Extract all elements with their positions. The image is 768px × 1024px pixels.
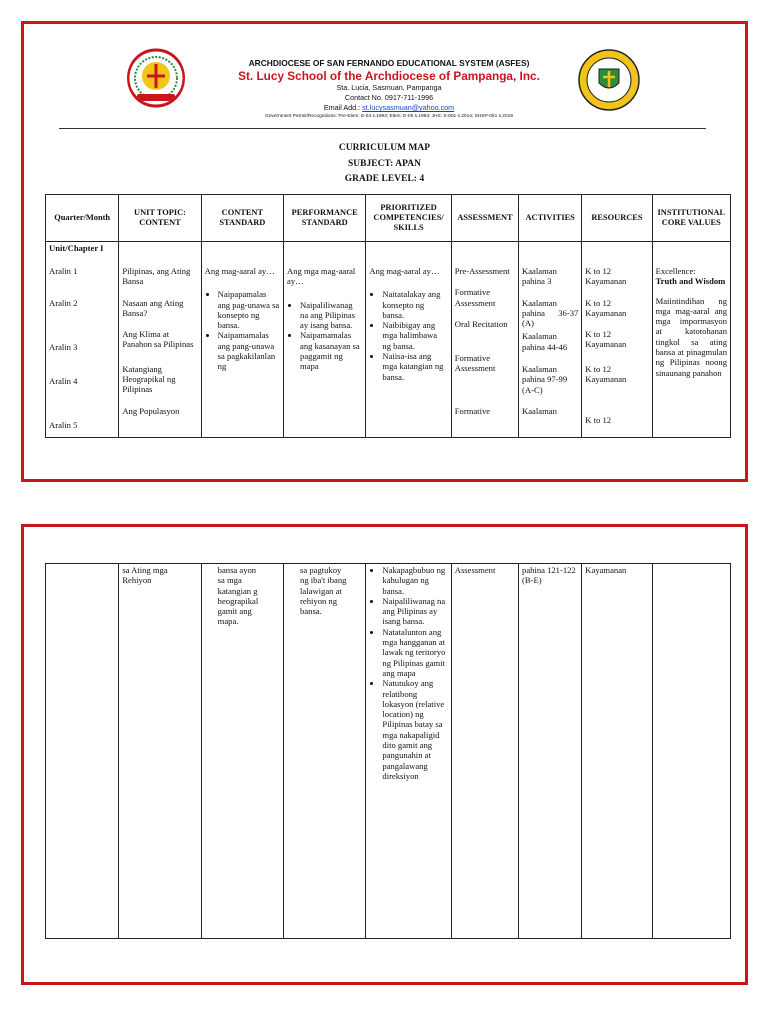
comp-list [369, 289, 447, 382]
curriculum-table-page-2 [45, 563, 731, 939]
letterhead-text [174, 58, 604, 120]
competencies-cell [366, 242, 451, 438]
assessment-text: Formative Assessment [454, 353, 496, 374]
assessment-text: Oral Recitation [454, 318, 508, 329]
list-item: • Nakapagbubuo ng kahulugan ng bansa. [382, 565, 447, 596]
assessment-text: Formative Assessment [454, 287, 496, 308]
competencies-cell [366, 564, 451, 939]
quarter-cell [46, 242, 119, 438]
table-row [46, 564, 731, 939]
aralin-label: Aralin 3 [49, 341, 78, 352]
col-header: INSTITUTIONAL CORE VALUES [652, 195, 730, 242]
activity-text: Kaalaman pahina 36-37 (A) [522, 297, 579, 329]
activity-text: Kaalaman pahina 97-99 (A-C) [522, 364, 568, 395]
core-value-title: Truth and Wisdom [655, 276, 726, 287]
performance-standard-cell [284, 564, 366, 939]
email-label: Email Add.: [323, 103, 363, 112]
aralin-label: Aralin 4 [49, 376, 78, 387]
contact-number: Contact No. 0917-711-1996 [344, 93, 434, 102]
comp-list [369, 565, 447, 781]
perf-text: sa pagtukoy ng iba't ibang lalawigan at rehiyon ng bansa. [300, 565, 347, 617]
list-item: • Natatalunton ang mga hangganan at lawak ng teritoryo ng Pilipinas gamit ang mapa [382, 627, 447, 678]
core-values-cell [652, 242, 730, 438]
resource-name: Kayamanan [585, 276, 627, 287]
col-header: CONTENT STANDARD [201, 195, 283, 242]
col-header: UNIT TOPIC: CONTENT [119, 195, 201, 242]
curriculum-table-page-1 [45, 194, 731, 438]
list-item: • Naipamamalas ang pang-unawa sa pagkakilanlan ng [218, 330, 280, 371]
document-titles [24, 141, 745, 188]
content-standard-cell [201, 242, 283, 438]
school-name: St. Lucy School of the Archdiocese of Pampanga, Inc. [238, 69, 540, 83]
activity-text: Kaalaman pahina 44-46 [522, 331, 568, 352]
content-intro: Ang mag-aaral ay… [204, 266, 275, 276]
resource-series: K to 12 [585, 363, 612, 374]
resource-name: Kayamanan [585, 307, 627, 318]
core-value-label: Excellence: [655, 266, 696, 276]
email-line [174, 103, 604, 113]
topic-cell: sa Ating mga Rehiyon [119, 564, 201, 939]
perf-list [287, 300, 362, 372]
resource-series: K to 12 [585, 415, 612, 426]
col-header: ASSESSMENT [451, 195, 518, 242]
resources-cell: Kayamanan [582, 564, 652, 939]
col-header: RESOURCES [582, 195, 652, 242]
org-name: ARCHDIOCESE OF SAN FERNANDO EDUCATIONAL SYSTEM (ASFES) [248, 58, 530, 68]
list-item: • Naipaliliwanag na ang Pilipinas ay isang bansa. [382, 596, 447, 627]
list-item: • Naitatalakay ang konsepto ng bansa. [382, 289, 447, 320]
header-divider [59, 128, 706, 129]
activities-cell: pahina 121-122 (B-E) [519, 564, 582, 939]
performance-standard-cell [284, 242, 366, 438]
assessment-cell [451, 242, 518, 438]
list-item: • Naiisa-isa ang mga katangian ng bansa. [382, 351, 447, 382]
core-value-text: Maiintindihan ng mga mag-aaral ang mga impormasyon at katotohanan tingkol sa ating bansa at pinagmulan ng Pilipinas noong sinaunang panahon [655, 295, 727, 378]
col-header: PRIORITIZED COMPETENCIES/ SKILLS [366, 195, 451, 242]
resource-name: Kayamanan [585, 374, 627, 385]
resource-series: K to 12 [585, 297, 612, 308]
resource-line [585, 298, 648, 308]
aralin-label: Aralin 5 [49, 420, 78, 431]
topic-text: Pilipinas, ang Ating Bansa [122, 266, 191, 287]
resource-name: Kayamanan [585, 339, 627, 350]
assessment-text: Pre-Assessment [454, 266, 510, 276]
topic-cell [119, 242, 201, 438]
resource-line [585, 329, 648, 339]
core-values-cell [652, 564, 730, 939]
content-list [205, 289, 280, 371]
aralin-label: Aralin 2 [49, 297, 78, 308]
table-header-row [46, 195, 731, 242]
resource-line [585, 415, 648, 425]
list-item: • Naipamamalas ang kasanayan sa paggamit ng mapa [300, 330, 362, 371]
col-header: ACTIVITIES [519, 195, 582, 242]
document-page-2 [21, 524, 748, 985]
assessment-text: Formative [454, 405, 491, 416]
permit-line: Government Permit/Recognitions: Pre-Elem: E-04 s.1993; Elem: E-05 s.1993; JHS: S-001 s.2014; SHSP-051 s.2019 [265, 114, 513, 119]
content-standard-cell [201, 564, 283, 939]
aralin-label: Aralin 1 [49, 266, 78, 277]
resource-series: K to 12 [585, 329, 612, 340]
comp-intro: Ang mag-aaral ay… [369, 266, 440, 276]
list-item: • Naibibigay ang mga halimbawa ng bansa. [382, 320, 447, 351]
assessment-cell: Assessment [451, 564, 518, 939]
resource-line [585, 364, 648, 374]
list-item: • Natutukoy ang relatibong lokasyon (relative location) ng Pilipinas batay sa mga nakapaligid dito gamit ang pangunahin at pangalawang direksiyon [382, 678, 447, 781]
resource-line [585, 266, 648, 276]
document-page-1 [21, 21, 748, 482]
curriculum-map-title: CURRICULUM MAP [338, 143, 431, 153]
col-header: Quarter/Month [46, 195, 119, 242]
quarter-cell [46, 564, 119, 939]
list-item: • Naipaliliwanag na ang Pilipinas ay isang bansa. [300, 300, 362, 331]
resource-series: K to 12 [585, 266, 612, 276]
col-header: PERFORMANCE STANDARD [284, 195, 366, 242]
content-text: bansa ayon sa mga katangian g heograpikal gamit ang mapa. [217, 565, 259, 627]
resources-cell [582, 242, 652, 438]
list-item: • Naipapamalas ang pag-unawa sa konsepto ng bansa. [218, 289, 280, 330]
table-row [46, 242, 731, 438]
activity-text: Kaalaman pahina 3 [522, 266, 557, 287]
grade-level-title: GRADE LEVEL: 4 [344, 174, 425, 184]
school-address: Sta. Lucia, Sasmuan, Pampanga [336, 83, 442, 92]
topic-text: Nasaan ang Ating Bansa? [122, 297, 184, 318]
perf-intro: Ang mga mag-aaral ay… [287, 266, 356, 287]
topic-text: Ang Populasyon [122, 405, 180, 416]
subject-title: SUBJECT: APAN [347, 158, 422, 169]
email-link[interactable]: st.lucysasmuan@yahoo.com [362, 103, 455, 112]
letterhead [24, 24, 745, 134]
chapter-label: Unit/Chapter I [49, 243, 104, 253]
activity-text: Kaalaman [522, 405, 557, 416]
topic-text: Ang Klima at Panahon sa Pilipinas [122, 329, 194, 350]
topic-text: Katangiang Heograpikal ng Pilipinas [122, 363, 176, 395]
activities-cell [519, 242, 582, 438]
